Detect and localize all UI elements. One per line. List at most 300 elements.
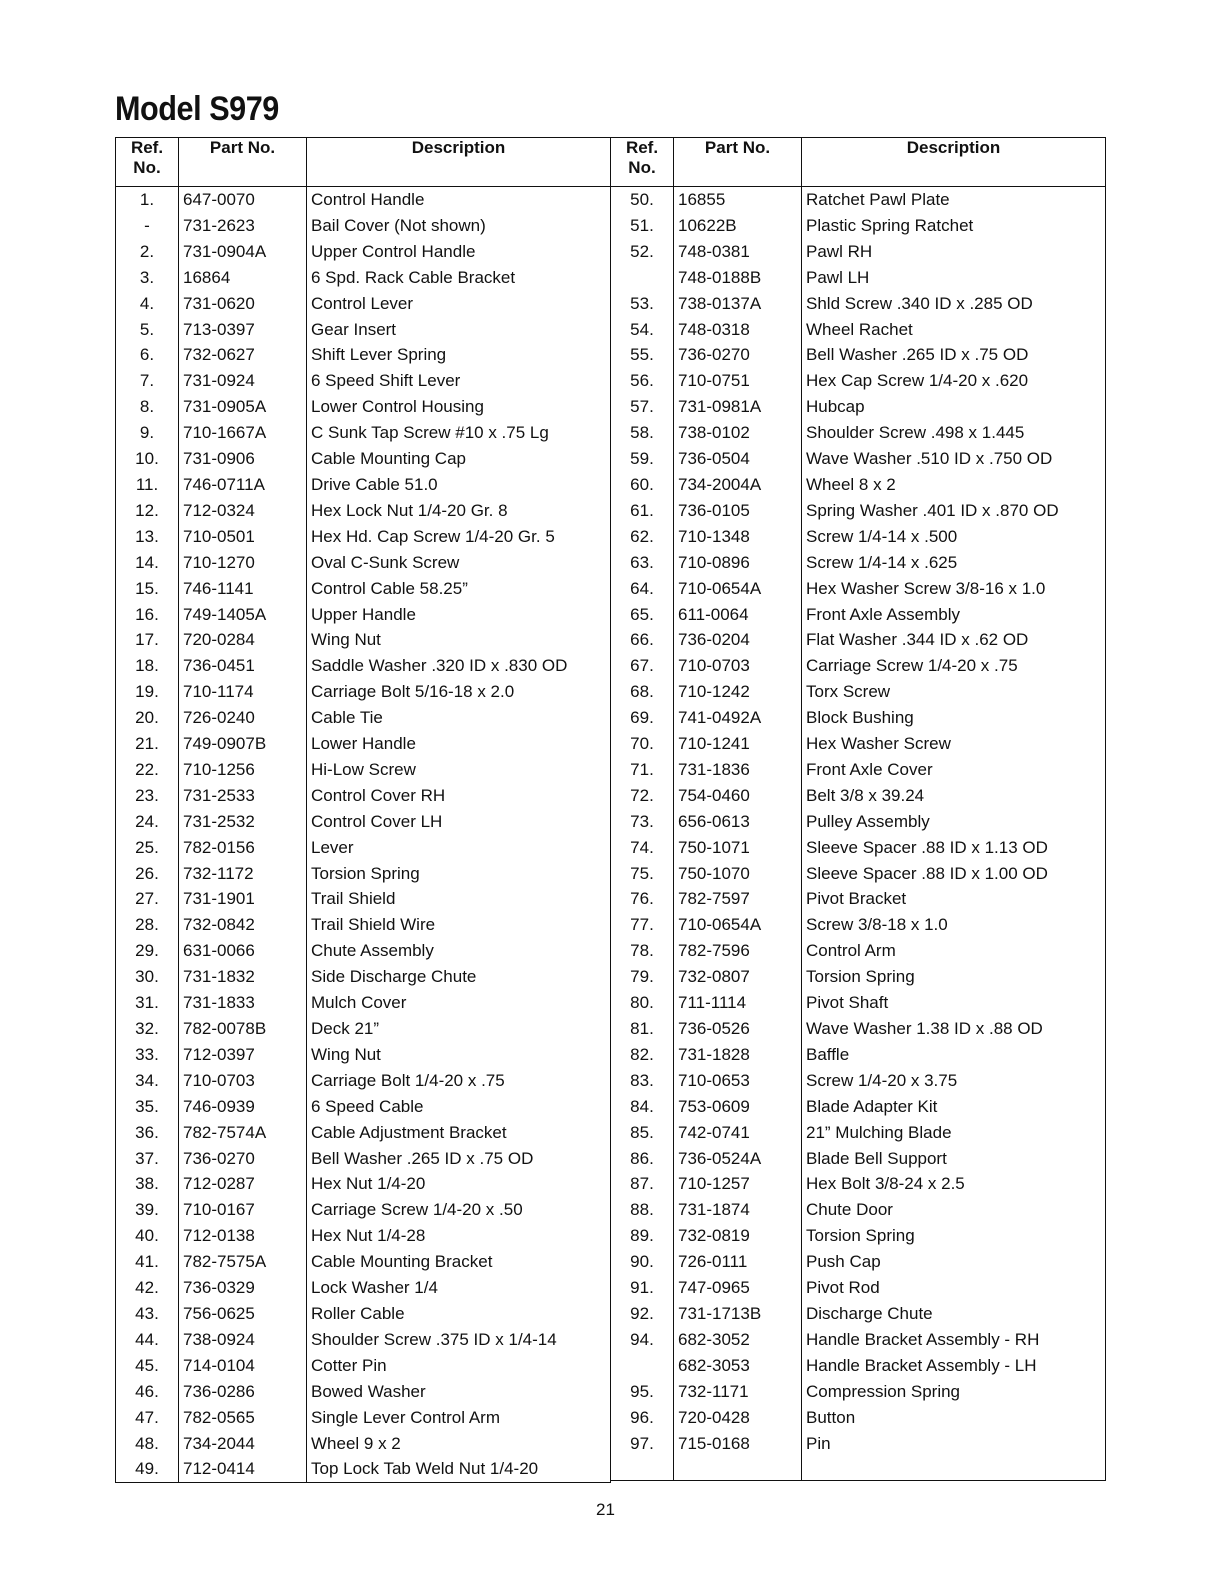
part-number: 731-0904A: [179, 239, 307, 265]
part-number: 782-7596: [674, 938, 802, 964]
part-number: 731-2533: [179, 783, 307, 809]
table-row: [116, 317, 611, 343]
part-number: 782-7575A: [179, 1249, 307, 1275]
table-row: [116, 783, 611, 809]
part-description: Blade Adapter Kit: [802, 1094, 1106, 1120]
ref-number: -: [116, 213, 179, 239]
part-description: Hex Washer Screw 3/8-16 x 1.0: [802, 576, 1106, 602]
ref-number: 44.: [116, 1327, 179, 1353]
table-row: [611, 498, 1106, 524]
header-row: [116, 138, 611, 187]
table-row: [611, 1405, 1106, 1431]
part-number: 746-1141: [179, 576, 307, 602]
table-row: [611, 705, 1106, 731]
table-row: [116, 757, 611, 783]
part-description: Upper Control Handle: [307, 239, 611, 265]
ref-header-label: Ref.: [130, 138, 164, 157]
part-number: 731-2623: [179, 213, 307, 239]
part-number: 782-0156: [179, 835, 307, 861]
part-description: Deck 21”: [307, 1016, 611, 1042]
ref-number: 35.: [116, 1094, 179, 1120]
part-number: 10622B: [674, 213, 802, 239]
part-description: Hex Nut 1/4-20: [307, 1171, 611, 1197]
ref-number: 48.: [116, 1431, 179, 1457]
table-row: [611, 368, 1106, 394]
part-description: Front Axle Cover: [802, 757, 1106, 783]
part-number: 710-0167: [179, 1197, 307, 1223]
ref-number: 76.: [611, 886, 674, 912]
ref-number: 30.: [116, 964, 179, 990]
part-description: Pawl LH: [802, 265, 1106, 291]
part-number: 736-0329: [179, 1275, 307, 1301]
part-number: 734-2044: [179, 1431, 307, 1457]
ref-number: 64.: [611, 576, 674, 602]
ref-number: 42.: [116, 1275, 179, 1301]
empty-cell: [307, 1482, 611, 1483]
table-row: [611, 679, 1106, 705]
ref-number: 28.: [116, 912, 179, 938]
part-number: 746-0711A: [179, 472, 307, 498]
part-number: 682-3052: [674, 1327, 802, 1353]
part-number: 732-0819: [674, 1223, 802, 1249]
table-row: [116, 835, 611, 861]
part-number: 748-0318: [674, 317, 802, 343]
table-row: [116, 472, 611, 498]
ref-number: 40.: [116, 1223, 179, 1249]
ref-number: 37.: [116, 1146, 179, 1172]
part-number: 747-0965: [674, 1275, 802, 1301]
ref-number: 81.: [611, 1016, 674, 1042]
ref-number: 54.: [611, 317, 674, 343]
ref-header-sub: No.: [628, 158, 656, 177]
ref-number: 60.: [611, 472, 674, 498]
part-description: Flat Washer .344 ID x .62 OD: [802, 627, 1106, 653]
table-row: [116, 627, 611, 653]
ref-number: 86.: [611, 1146, 674, 1172]
part-description: Wing Nut: [307, 1042, 611, 1068]
table-row: [611, 239, 1106, 265]
part-description: Carriage Bolt 5/16-18 x 2.0: [307, 679, 611, 705]
part-description: Bell Washer .265 ID x .75 OD: [802, 342, 1106, 368]
ref-number: 47.: [116, 1405, 179, 1431]
table-row: [611, 1249, 1106, 1275]
part-number: 738-0137A: [674, 291, 802, 317]
part-description: Wing Nut: [307, 627, 611, 653]
table-row: [611, 1353, 1106, 1379]
ref-number: 96.: [611, 1405, 674, 1431]
table-row: [116, 1275, 611, 1301]
desc-header: Description: [802, 138, 1106, 187]
table-row: [116, 1431, 611, 1457]
part-number: 750-1070: [674, 861, 802, 887]
part-description: Bell Washer .265 ID x .75 OD: [307, 1146, 611, 1172]
ref-number: 8.: [116, 394, 179, 420]
table-row: [611, 1223, 1106, 1249]
table-row: [611, 265, 1106, 291]
table-row: [611, 1431, 1106, 1457]
part-description: Blade Bell Support: [802, 1146, 1106, 1172]
part-description: C Sunk Tap Screw #10 x .75 Lg: [307, 420, 611, 446]
ref-number: 26.: [116, 861, 179, 887]
part-number: 710-1348: [674, 524, 802, 550]
table-row: [116, 342, 611, 368]
part-number: 656-0613: [674, 809, 802, 835]
part-number: 750-1071: [674, 835, 802, 861]
ref-number: 32.: [116, 1016, 179, 1042]
part-description: Wave Washer .510 ID x .750 OD: [802, 446, 1106, 472]
part-description: Discharge Chute: [802, 1301, 1106, 1327]
page-title: Model S979: [115, 90, 279, 128]
part-number: 731-0906: [179, 446, 307, 472]
part-number: 710-0501: [179, 524, 307, 550]
part-number: 782-0078B: [179, 1016, 307, 1042]
part-number: 731-1901: [179, 886, 307, 912]
ref-number: 49.: [116, 1456, 179, 1482]
part-number: 736-0105: [674, 498, 802, 524]
part-description: Shld Screw .340 ID x .285 OD: [802, 291, 1106, 317]
part-description: Cable Tie: [307, 705, 611, 731]
part-number: 710-1257: [674, 1171, 802, 1197]
part-description: Plastic Spring Ratchet: [802, 213, 1106, 239]
ref-number: 80.: [611, 990, 674, 1016]
ref-header: [611, 138, 674, 187]
part-description: Hubcap: [802, 394, 1106, 420]
part-description: Handle Bracket Assembly - RH: [802, 1327, 1106, 1353]
table-row: [611, 420, 1106, 446]
part-number: 736-0504: [674, 446, 802, 472]
part-number: 710-0654A: [674, 576, 802, 602]
part-description: Drive Cable 51.0: [307, 472, 611, 498]
part-description: Lever: [307, 835, 611, 861]
part-description: Carriage Screw 1/4-20 x .50: [307, 1197, 611, 1223]
ref-number: 17.: [116, 627, 179, 653]
table-row: [611, 1171, 1106, 1197]
parts-table-left: [115, 137, 611, 1483]
parts-body-right: [611, 187, 1106, 1481]
ref-number: 71.: [611, 757, 674, 783]
ref-number: 18.: [116, 653, 179, 679]
part-description: Control Handle: [307, 187, 611, 213]
table-row: [611, 1197, 1106, 1223]
part-number: 647-0070: [179, 187, 307, 213]
ref-number: 16.: [116, 602, 179, 628]
ref-number: 9.: [116, 420, 179, 446]
part-description: Torsion Spring: [307, 861, 611, 887]
part-description: Screw 1/4-14 x .625: [802, 550, 1106, 576]
table-row: [116, 1171, 611, 1197]
part-number: 731-1713B: [674, 1301, 802, 1327]
empty-cell: [802, 1456, 1106, 1480]
ref-number: 11.: [116, 472, 179, 498]
part-description: Block Bushing: [802, 705, 1106, 731]
ref-number: 7.: [116, 368, 179, 394]
part-number: 749-1405A: [179, 602, 307, 628]
part-number: 782-7597: [674, 886, 802, 912]
ref-number: 36.: [116, 1120, 179, 1146]
table-row: [611, 809, 1106, 835]
ref-number: 31.: [116, 990, 179, 1016]
part-description: Sleeve Spacer .88 ID x 1.13 OD: [802, 835, 1106, 861]
part-description: Chute Door: [802, 1197, 1106, 1223]
ref-number: 14.: [116, 550, 179, 576]
part-description: Spring Washer .401 ID x .870 OD: [802, 498, 1106, 524]
table-row: [611, 446, 1106, 472]
table-row: [116, 524, 611, 550]
ref-number: 66.: [611, 627, 674, 653]
part-description: Trail Shield: [307, 886, 611, 912]
part-description: Wheel Rachet: [802, 317, 1106, 343]
table-row: [611, 1146, 1106, 1172]
part-description: Wave Washer 1.38 ID x .88 OD: [802, 1016, 1106, 1042]
ref-number: 74.: [611, 835, 674, 861]
part-number: 720-0284: [179, 627, 307, 653]
part-number: 738-0102: [674, 420, 802, 446]
table-row: [116, 550, 611, 576]
part-number: 16864: [179, 265, 307, 291]
part-number: 754-0460: [674, 783, 802, 809]
ref-number: [611, 1353, 674, 1379]
header-row: [611, 138, 1106, 187]
part-number: 710-0751: [674, 368, 802, 394]
ref-number: 6.: [116, 342, 179, 368]
table-row: [611, 1120, 1106, 1146]
part-description: 6 Spd. Rack Cable Bracket: [307, 265, 611, 291]
part-number: 741-0492A: [674, 705, 802, 731]
ref-number: 34.: [116, 1068, 179, 1094]
part-description: Chute Assembly: [307, 938, 611, 964]
table-row: [116, 394, 611, 420]
part-description: Pivot Bracket: [802, 886, 1106, 912]
ref-number: 94.: [611, 1327, 674, 1353]
part-description: Bail Cover (Not shown): [307, 213, 611, 239]
table-row: [611, 1068, 1106, 1094]
table-row: [611, 394, 1106, 420]
part-number: 734-2004A: [674, 472, 802, 498]
table-row: [116, 265, 611, 291]
part-number: 712-0414: [179, 1456, 307, 1482]
ref-number: 15.: [116, 576, 179, 602]
part-number: 736-0451: [179, 653, 307, 679]
ref-number: 57.: [611, 394, 674, 420]
part-description: Hex Lock Nut 1/4-20 Gr. 8: [307, 498, 611, 524]
ref-number: 84.: [611, 1094, 674, 1120]
ref-number: 65.: [611, 602, 674, 628]
part-number: 710-1241: [674, 731, 802, 757]
ref-header-label: Ref.: [625, 138, 659, 157]
table-row: [116, 239, 611, 265]
ref-number: 20.: [116, 705, 179, 731]
part-number: 710-0703: [674, 653, 802, 679]
part-description: Belt 3/8 x 39.24: [802, 783, 1106, 809]
part-description: Control Cover LH: [307, 809, 611, 835]
part-number: 710-1256: [179, 757, 307, 783]
ref-number: 29.: [116, 938, 179, 964]
table-row: [116, 420, 611, 446]
ref-number: 53.: [611, 291, 674, 317]
table-row: [611, 472, 1106, 498]
part-description: Hex Nut 1/4-28: [307, 1223, 611, 1249]
ref-number: 70.: [611, 731, 674, 757]
part-description: Side Discharge Chute: [307, 964, 611, 990]
ref-number: 85.: [611, 1120, 674, 1146]
ref-number: 87.: [611, 1171, 674, 1197]
part-description: Torsion Spring: [802, 1223, 1106, 1249]
ref-number: 77.: [611, 912, 674, 938]
part-number: 713-0397: [179, 317, 307, 343]
part-header: Part No.: [179, 138, 307, 187]
empty-cell: [611, 1456, 674, 1480]
part-number: 746-0939: [179, 1094, 307, 1120]
ref-number: 19.: [116, 679, 179, 705]
part-number: 748-0188B: [674, 265, 802, 291]
part-number: 742-0741: [674, 1120, 802, 1146]
ref-number: 69.: [611, 705, 674, 731]
table-row: [116, 213, 611, 239]
table-row: [611, 187, 1106, 213]
part-number: 732-0627: [179, 342, 307, 368]
table-row: [611, 1379, 1106, 1405]
part-description: Trail Shield Wire: [307, 912, 611, 938]
part-number: 731-1874: [674, 1197, 802, 1223]
filler-row: [116, 1482, 611, 1483]
part-number: 611-0064: [674, 602, 802, 628]
ref-number: 92.: [611, 1301, 674, 1327]
part-header: Part No.: [674, 138, 802, 187]
part-number: 782-7574A: [179, 1120, 307, 1146]
table-row: [116, 653, 611, 679]
part-number: 682-3053: [674, 1353, 802, 1379]
table-row: [116, 1327, 611, 1353]
part-number: 756-0625: [179, 1301, 307, 1327]
part-description: 6 Speed Shift Lever: [307, 368, 611, 394]
ref-number: 59.: [611, 446, 674, 472]
part-description: Screw 3/8-18 x 1.0: [802, 912, 1106, 938]
part-number: 726-0111: [674, 1249, 802, 1275]
part-number: 732-1171: [674, 1379, 802, 1405]
part-number: 731-0924: [179, 368, 307, 394]
part-description: Hex Cap Screw 1/4-20 x .620: [802, 368, 1106, 394]
table-row: [611, 576, 1106, 602]
ref-number: 2.: [116, 239, 179, 265]
table-row: [116, 861, 611, 887]
table-row: [116, 1456, 611, 1482]
part-description: Pivot Shaft: [802, 990, 1106, 1016]
part-description: Upper Handle: [307, 602, 611, 628]
table-row: [116, 1120, 611, 1146]
part-description: Control Lever: [307, 291, 611, 317]
table-row: [116, 1405, 611, 1431]
ref-header-sub: No.: [133, 158, 161, 177]
ref-number: 68.: [611, 679, 674, 705]
table-row: [611, 757, 1106, 783]
part-description: Sleeve Spacer .88 ID x 1.00 OD: [802, 861, 1106, 887]
part-number: 726-0240: [179, 705, 307, 731]
ref-number: 62.: [611, 524, 674, 550]
table-row: [611, 964, 1106, 990]
part-number: 732-1172: [179, 861, 307, 887]
parts-table-right: [610, 137, 1106, 1481]
ref-number: 5.: [116, 317, 179, 343]
part-description: Screw 1/4-20 x 3.75: [802, 1068, 1106, 1094]
part-number: 710-1242: [674, 679, 802, 705]
part-description: Bowed Washer: [307, 1379, 611, 1405]
part-number: 731-0905A: [179, 394, 307, 420]
part-number: 710-0896: [674, 550, 802, 576]
ref-number: 58.: [611, 420, 674, 446]
empty-cell: [179, 1482, 307, 1483]
part-number: 749-0907B: [179, 731, 307, 757]
table-row: [116, 1068, 611, 1094]
part-description: Cotter Pin: [307, 1353, 611, 1379]
table-row: [611, 602, 1106, 628]
part-number: 736-0524A: [674, 1146, 802, 1172]
part-description: Shoulder Screw .375 ID x 1/4-14: [307, 1327, 611, 1353]
part-description: Hi-Low Screw: [307, 757, 611, 783]
table-row: [116, 1094, 611, 1120]
ref-number: 10.: [116, 446, 179, 472]
part-description: Control Cover RH: [307, 783, 611, 809]
table-row: [611, 861, 1106, 887]
part-description: Control Arm: [802, 938, 1106, 964]
part-number: 731-2532: [179, 809, 307, 835]
part-description: Top Lock Tab Weld Nut 1/4-20: [307, 1456, 611, 1482]
table-row: [611, 342, 1106, 368]
ref-number: 63.: [611, 550, 674, 576]
part-number: 631-0066: [179, 938, 307, 964]
part-number: 753-0609: [674, 1094, 802, 1120]
ref-number: 52.: [611, 239, 674, 265]
ref-number: 4.: [116, 291, 179, 317]
part-number: 736-0286: [179, 1379, 307, 1405]
part-description: Pivot Rod: [802, 1275, 1106, 1301]
part-number: 731-1828: [674, 1042, 802, 1068]
part-number: 736-0204: [674, 627, 802, 653]
part-number: 782-0565: [179, 1405, 307, 1431]
part-number: 710-0703: [179, 1068, 307, 1094]
table-row: [116, 809, 611, 835]
part-description: Torx Screw: [802, 679, 1106, 705]
table-row: [611, 653, 1106, 679]
table-row: [611, 731, 1106, 757]
table-row: [116, 990, 611, 1016]
ref-number: 90.: [611, 1249, 674, 1275]
table-row: [611, 213, 1106, 239]
table-row: [611, 835, 1106, 861]
part-number: 710-1174: [179, 679, 307, 705]
ref-number: 45.: [116, 1353, 179, 1379]
ref-number: 83.: [611, 1068, 674, 1094]
part-description: Wheel 9 x 2: [307, 1431, 611, 1457]
ref-number: 22.: [116, 757, 179, 783]
part-number: 748-0381: [674, 239, 802, 265]
ref-number: 43.: [116, 1301, 179, 1327]
table-row: [116, 964, 611, 990]
table-row: [611, 550, 1106, 576]
table-row: [116, 187, 611, 213]
table-row: [611, 1301, 1106, 1327]
table-row: [116, 1249, 611, 1275]
empty-cell: [674, 1456, 802, 1480]
part-number: 731-0981A: [674, 394, 802, 420]
part-description: Lower Handle: [307, 731, 611, 757]
ref-number: 41.: [116, 1249, 179, 1275]
ref-number: 1.: [116, 187, 179, 213]
table-row: [611, 1094, 1106, 1120]
part-number: 712-0397: [179, 1042, 307, 1068]
ref-number: 24.: [116, 809, 179, 835]
part-description: Cable Adjustment Bracket: [307, 1120, 611, 1146]
table-row: [116, 576, 611, 602]
